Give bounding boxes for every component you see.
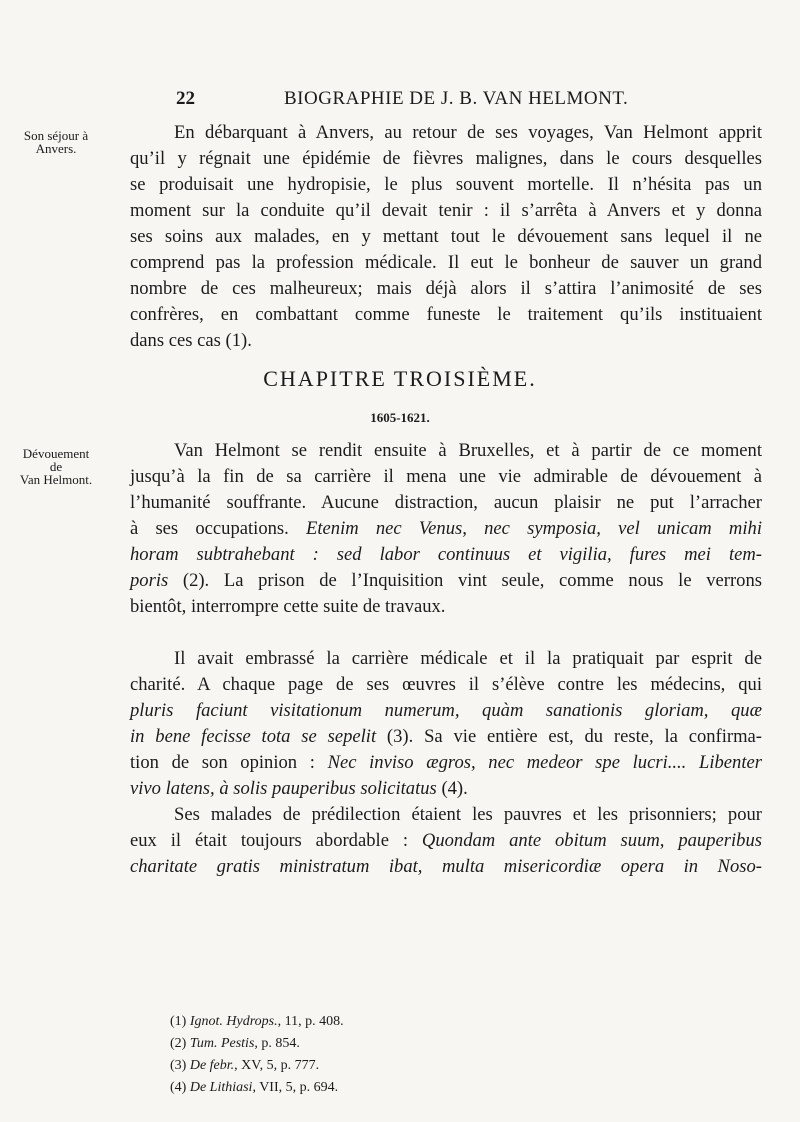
footnote-ref: , XV, 5, p. 777. <box>234 1058 320 1073</box>
text-line <box>130 516 762 542</box>
page-number: 22 <box>176 88 195 109</box>
text-run: eux il était toujours abordable : <box>130 830 422 851</box>
text-line: charité. A chaque page de ses œuvres il s’élève contre les médecins, qui <box>130 674 762 695</box>
text-line: dans ces cas (1). <box>130 330 252 351</box>
text-line: comprend pas la profession médicale. Il eut le bonheur de sauver un grand <box>130 252 762 273</box>
chapter-dates: 1605-1621. <box>370 410 430 425</box>
text-run: (3). Sa vie entière est, du reste, la confirma- <box>376 726 762 747</box>
text-line <box>130 724 762 750</box>
text-line: bientôt, interrompre cette suite de travaux. <box>130 596 446 617</box>
text-line <box>130 776 762 802</box>
chapter-title: CHAPITRE TROISIÈME. <box>263 366 537 391</box>
latin-quote: horam subtrahebant : sed labor continuus et vigilia, fures mei tem- <box>130 544 762 565</box>
text-line <box>130 750 762 776</box>
paragraph-devouement <box>130 438 762 620</box>
footnote-title: Ignot. Hydrops. <box>189 1014 278 1029</box>
footnote <box>170 1055 730 1077</box>
margin-note-line: de <box>49 459 63 474</box>
margin-note-devouement <box>10 447 102 486</box>
text-line <box>130 568 762 594</box>
text-line: confrères, en combattant comme funeste le traitement qu’ils instituaient <box>130 304 762 325</box>
footnote-ref: , p. 854. <box>254 1036 300 1051</box>
text-line: ses soins aux malades, en y mettant tout le dévouement sans lequel il ne <box>130 226 762 247</box>
margin-note-line: Son séjour à <box>23 128 89 143</box>
footnote <box>170 1011 730 1033</box>
footnote-title: De Lithiasi <box>189 1080 253 1095</box>
margin-note-line: Dévouement <box>22 446 90 461</box>
text-line <box>130 854 762 880</box>
footnote <box>170 1077 730 1099</box>
text-line: Ses malades de prédilection étaient les pauvres et les prisonniers; pour <box>174 804 762 825</box>
text-run: (4). <box>436 778 468 799</box>
footnote-number: (4) <box>170 1080 187 1095</box>
text-run: à ses occupations. <box>130 518 307 539</box>
footnote-ref: , VII, 5, p. 694. <box>252 1080 339 1095</box>
text-line: Il avait embrassé la carrière médicale et il la pratiquait par esprit de <box>174 648 762 669</box>
text-line <box>130 698 762 724</box>
text-line: Van Helmont se rendit ensuite à Bruxelles, et à partir de ce moment <box>174 440 762 461</box>
paragraph-anvers <box>130 120 762 354</box>
latin-quote: Nec inviso ægros, nec medeor spe lucri.... Libenter <box>327 752 762 773</box>
latin-quote: vivo latens, à solis pauperibus solicitatus <box>130 778 437 799</box>
margin-note-line: Van Helmont. <box>19 472 93 487</box>
footnote <box>170 1033 730 1055</box>
text-line: nombre de ces malheureux; mais déjà alors il s’attira l’animosité de ses <box>130 278 762 299</box>
latin-quote: Quondam ante obitum suum, pauperibus <box>421 830 762 851</box>
latin-quote: in bene fecisse tota se sepelit <box>130 726 377 747</box>
latin-quote: poris <box>130 570 169 591</box>
text-line <box>130 828 762 854</box>
text-line: l’humanité souffrante. Aucune distraction, aucun plaisir ne put l’arracher <box>130 492 762 513</box>
paragraph-charite <box>130 646 762 802</box>
footnote-number: (1) <box>170 1014 187 1029</box>
margin-note-anvers <box>10 129 102 155</box>
text-line: qu’il y régnait une épidémie de fièvres malignes, dans le cours desquelles <box>130 148 762 169</box>
footnotes <box>170 1011 730 1099</box>
footnote-ref: , 11, p. 408. <box>277 1014 344 1029</box>
text-run: (2). La prison de l’Inquisition vint seule, comme nous le verrons <box>168 570 762 591</box>
text-run: tion de son opinion : <box>130 752 328 773</box>
latin-quote: pluris faciunt visitationum numerum, quàm sanationis gloriam, quæ <box>130 700 762 721</box>
text-line: se produisait une hydropisie, le plus souvent mortelle. Il n’hésita pas un <box>130 174 762 195</box>
latin-quote: charitate gratis ministratum ibat, multa misericordiæ opera in Noso- <box>130 856 762 877</box>
paragraph-pauvres <box>130 802 762 880</box>
page-header <box>0 88 800 118</box>
text-line <box>130 542 762 568</box>
text-line: moment sur la conduite qu’il devait tenir : il s’arrêta à Anvers et y donna <box>130 200 762 221</box>
text-line: jusqu’à la fin de sa carrière il mena une vie admirable de dévouement à <box>130 466 762 487</box>
footnote-number: (2) <box>170 1036 187 1051</box>
text-line: En débarquant à Anvers, au retour de ses voyages, Van Helmont apprit <box>174 122 762 143</box>
footnote-number: (3) <box>170 1058 187 1073</box>
footnote-title: De febr. <box>189 1058 235 1073</box>
margin-note-line: Anvers. <box>35 141 77 156</box>
footnote-title: Tum. Pestis <box>189 1036 255 1051</box>
latin-quote: Etenim nec Venus, nec symposia, vel unicam mihi <box>306 518 762 539</box>
running-title: BIOGRAPHIE DE J. B. VAN HELMONT. <box>284 88 629 109</box>
